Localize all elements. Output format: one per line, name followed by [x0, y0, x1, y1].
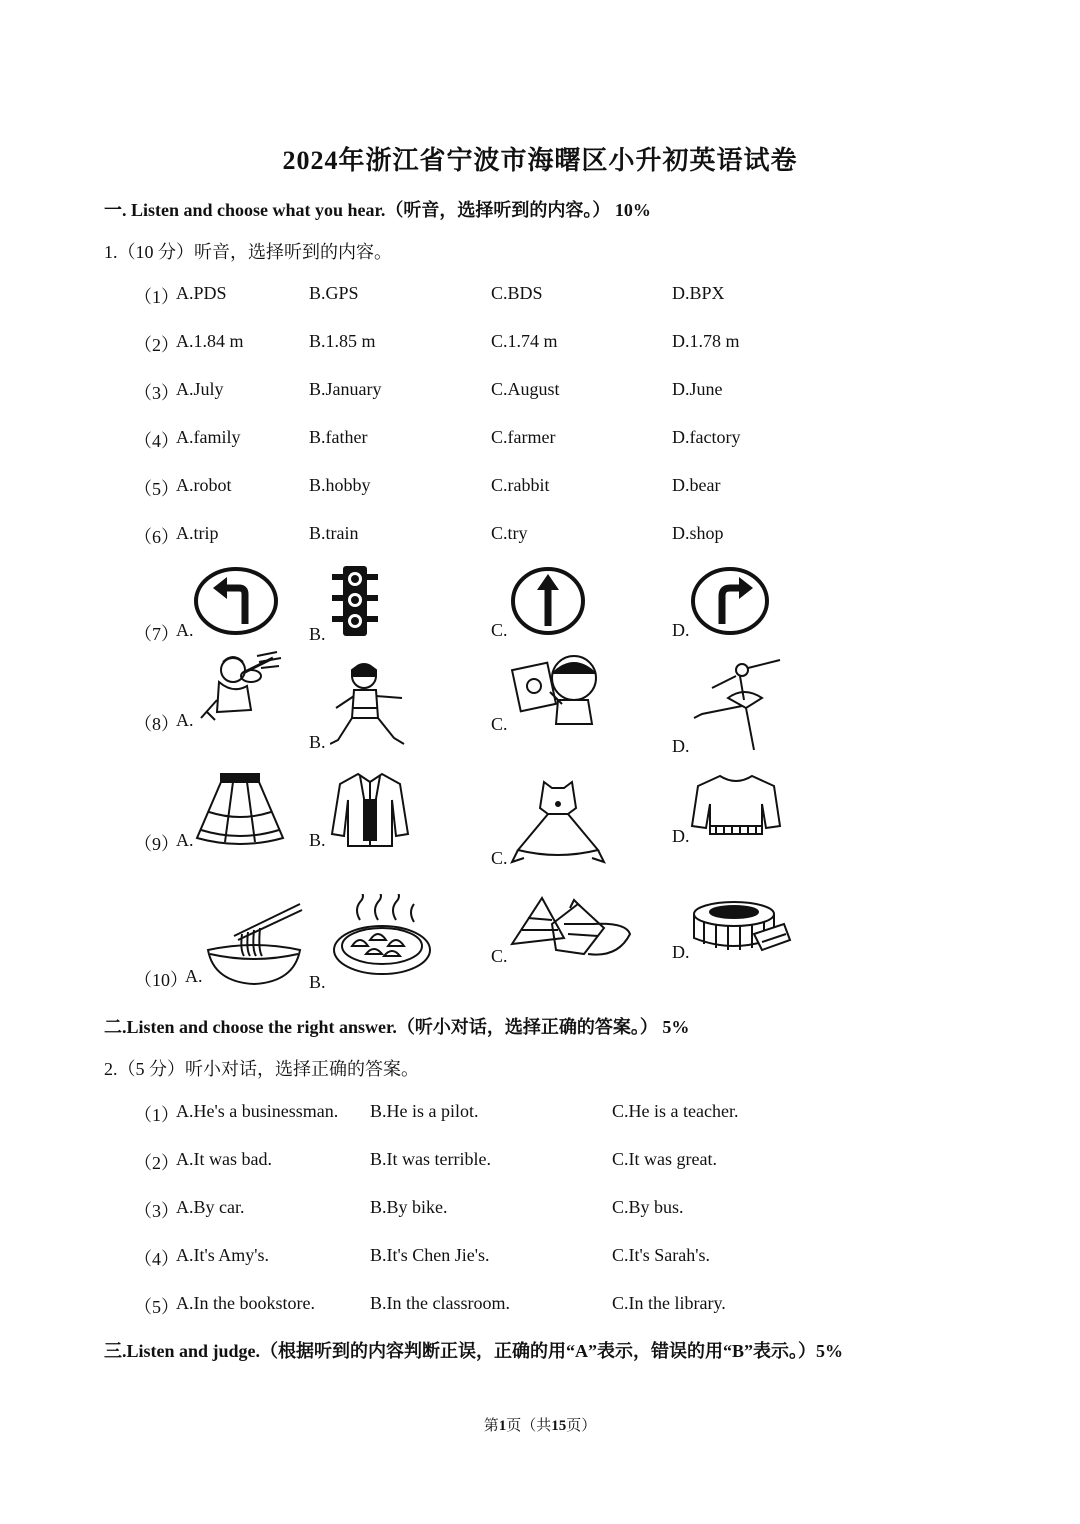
q1-item-4 — [0, 427, 1080, 457]
q1-item-5 — [0, 475, 1080, 505]
option-d: D. — [672, 942, 690, 962]
turn-right-sign-icon — [690, 566, 770, 636]
q2-item-2 — [0, 1149, 1080, 1179]
option-d: D.shop — [672, 523, 724, 543]
q1-item-1 — [0, 283, 1080, 313]
option-d: D. — [672, 826, 690, 846]
option-d: D. — [672, 736, 690, 756]
option-c: C.In the library. — [612, 1293, 726, 1313]
item-label: （7） — [134, 624, 179, 644]
option-b: B.hobby — [309, 475, 371, 495]
option-c: C.It's Sarah's. — [612, 1245, 710, 1265]
option-b: B.GPS — [309, 283, 359, 303]
section1-heading: 一. Listen and choose what you hear.（听音，选择听到的内容。） 10% — [104, 200, 651, 220]
option-a: A.robot — [176, 475, 232, 495]
option-b: B. — [309, 830, 326, 850]
option-a: A. — [176, 620, 194, 640]
option-b: B.It was terrible. — [370, 1149, 491, 1169]
item-label: （10） — [134, 970, 188, 990]
option-a: A.In the bookstore. — [176, 1293, 315, 1313]
option-d: D.bear — [672, 475, 721, 495]
item-label: （8） — [134, 714, 179, 734]
option-c: C.rabbit — [491, 475, 550, 495]
option-a: A.trip — [176, 523, 219, 543]
question-2-prompt: 2.（5 分）听小对话，选择正确的答案。 — [104, 1059, 419, 1079]
footer-middle: 页（共 — [506, 1418, 552, 1434]
item-label: （2） — [134, 1153, 179, 1173]
option-c: C. — [491, 946, 508, 966]
painting-boy-icon — [510, 652, 604, 728]
option-a: A.PDS — [176, 283, 227, 303]
kung-fu-boy-icon — [330, 660, 406, 748]
q2-item-3 — [0, 1197, 1080, 1227]
question-1-prompt: 1.（10 分）听音，选择听到的内容。 — [104, 242, 392, 262]
footer-suffix: 页） — [566, 1418, 597, 1434]
option-c: C.1.74 m — [491, 331, 558, 351]
ballet-dancer-icon — [692, 656, 788, 752]
option-b: B.1.85 m — [309, 331, 376, 351]
option-b: B. — [309, 972, 326, 992]
sweater-icon — [690, 772, 782, 842]
dumplings-icon — [330, 894, 434, 978]
q1-item-2 — [0, 331, 1080, 361]
option-c: C.BDS — [491, 283, 543, 303]
option-b: B.By bike. — [370, 1197, 448, 1217]
q2-item-5 — [0, 1293, 1080, 1323]
option-a: A.family — [176, 427, 241, 447]
option-b: B.It's Chen Jie's. — [370, 1245, 490, 1265]
section3-heading: 三.Listen and judge.（根据听到的内容判断正误，正确的用“A”表示，错误的用“B”表示。）5% — [104, 1341, 844, 1361]
jacket-icon — [330, 770, 410, 850]
option-c: C.try — [491, 523, 528, 543]
option-b: B. — [309, 732, 326, 752]
item-label: （2） — [134, 335, 179, 355]
item-label: （3） — [134, 383, 179, 403]
option-a: A.July — [176, 379, 224, 399]
skirt-icon — [193, 772, 287, 848]
violin-player-icon — [195, 650, 283, 726]
item-label: （3） — [134, 1201, 179, 1221]
item-label: （1） — [134, 1105, 179, 1125]
option-a: A.1.84 m — [176, 331, 244, 351]
zongzi-icon — [508, 894, 632, 960]
option-c: C.August — [491, 379, 560, 399]
footer-page-number: 1 — [498, 1418, 507, 1434]
option-d: D.BPX — [672, 283, 725, 303]
option-c: C.By bus. — [612, 1197, 684, 1217]
turn-left-sign-icon — [193, 566, 279, 636]
footer-prefix: 第 — [483, 1418, 499, 1434]
option-c: C. — [491, 620, 508, 640]
option-a: A.He's a businessman. — [176, 1101, 339, 1121]
option-c: C.It was great. — [612, 1149, 717, 1169]
option-a: A. — [176, 830, 194, 850]
option-b: B. — [309, 624, 326, 644]
option-b: B.In the classroom. — [370, 1293, 510, 1313]
option-a: A.It was bad. — [176, 1149, 272, 1169]
option-d: D.June — [672, 379, 723, 399]
section2-heading: 二.Listen and choose the right answer.（听小对话，选择正确的答案。） 5% — [104, 1017, 690, 1037]
option-b: B.January — [309, 379, 382, 399]
page-footer — [0, 1414, 1080, 1435]
option-b: B.train — [309, 523, 359, 543]
item-label: （9） — [134, 834, 179, 854]
footer-total-pages: 15 — [551, 1418, 567, 1434]
q1-item-10 — [0, 942, 1080, 996]
option-a: A. — [176, 710, 194, 730]
item-label: （4） — [134, 1249, 179, 1269]
option-b: B.father — [309, 427, 368, 447]
option-a: A. — [185, 966, 203, 986]
option-c: C.farmer — [491, 427, 556, 447]
option-a: A.By car. — [176, 1197, 245, 1217]
option-c: C. — [491, 714, 508, 734]
option-d: D. — [672, 620, 690, 640]
q1-item-3 — [0, 379, 1080, 409]
go-straight-sign-icon — [510, 566, 586, 636]
option-d: D.1.78 m — [672, 331, 740, 351]
item-label: （1） — [134, 287, 179, 307]
item-label: （5） — [134, 479, 179, 499]
item-label: （6） — [134, 527, 179, 547]
q1-item-6 — [0, 523, 1080, 553]
dress-icon — [510, 778, 606, 868]
item-label: （4） — [134, 431, 179, 451]
item-label: （5） — [134, 1297, 179, 1317]
page-title: 2024年浙江省宁波市海曙区小升初英语试卷 — [282, 146, 798, 175]
noodles-icon — [204, 900, 304, 986]
option-c: C.He is a teacher. — [612, 1101, 739, 1121]
option-c: C. — [491, 848, 508, 868]
mooncake-icon — [690, 898, 792, 956]
q2-item-4 — [0, 1245, 1080, 1275]
option-d: D.factory — [672, 427, 741, 447]
traffic-light-icon — [330, 564, 380, 638]
option-b: B.He is a pilot. — [370, 1101, 479, 1121]
option-a: A.It's Amy's. — [176, 1245, 269, 1265]
q2-item-1 — [0, 1101, 1080, 1131]
